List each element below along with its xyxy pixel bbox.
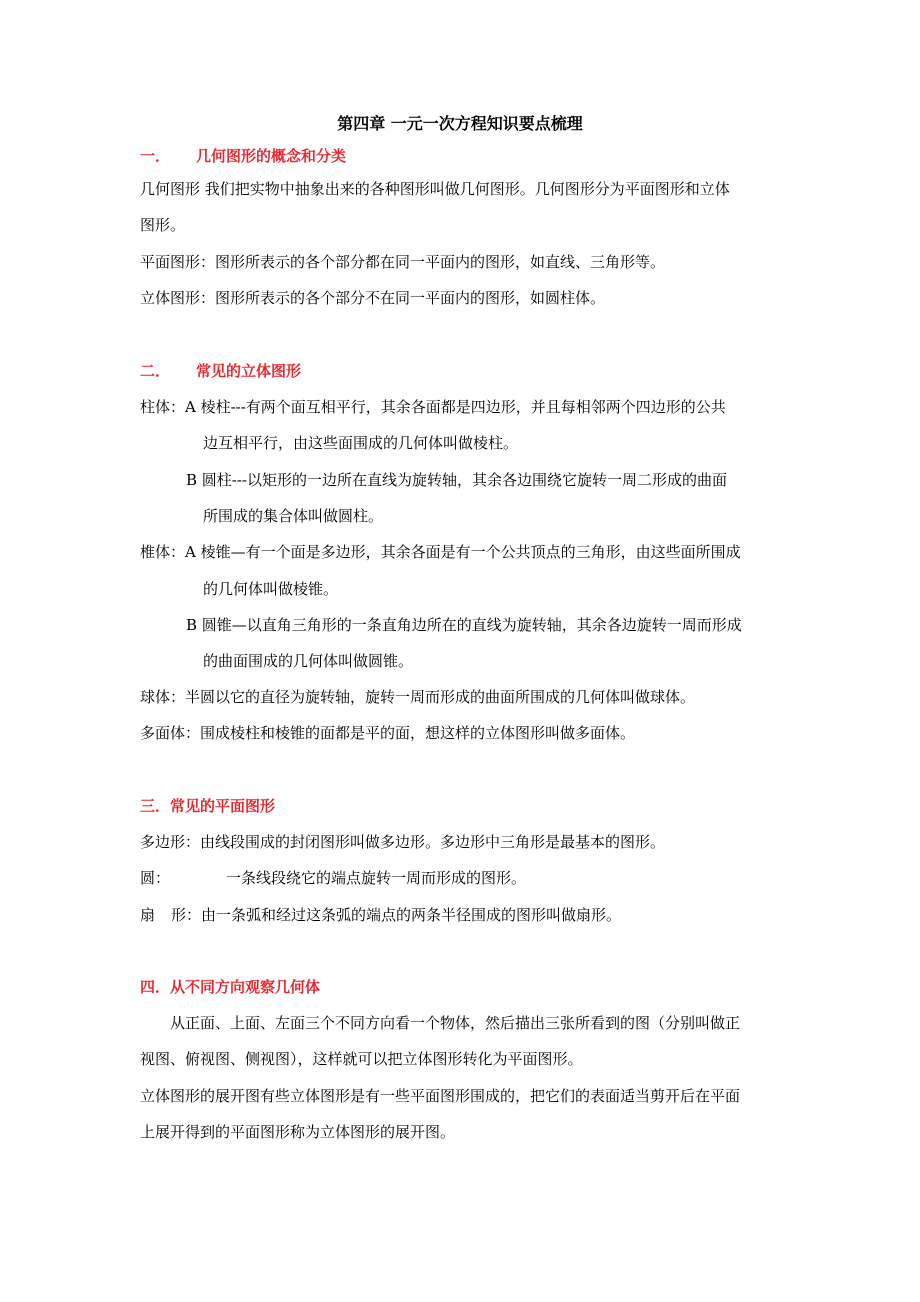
paragraph-line: 所围成的集合体叫做圆柱。: [203, 507, 384, 525]
paragraph-line: B 圆锥—以直角三角形的一条直角边所在的直线为旋转轴，其余各边旋转一周而形成: [186, 616, 742, 634]
term-label: 圆：: [140, 869, 171, 887]
paragraph-line: 立体图形：图形所表示的各个部分不在同一平面内的图形，如圆柱体。: [140, 289, 606, 307]
paragraph-line: 球体：半圆以它的直径为旋转轴，旋转一周而形成的曲面所围成的几何体叫做球体。: [140, 688, 696, 706]
paragraph-line: 的曲面围成的几何体叫做圆锥。: [203, 652, 414, 670]
section-1-title: 几何图形的概念和分类: [196, 147, 347, 165]
section-2-title: 常见的立体图形: [196, 362, 302, 380]
section-3-heading: 三．常见的平面图形: [140, 797, 276, 815]
paragraph-line: 上展开得到的平面图形称为立体图形的展开图。: [140, 1123, 456, 1141]
paragraph-line: [140, 867, 526, 889]
section-2-number: 二．: [140, 362, 171, 380]
paragraph-line: 从正面、上面、左面三个不同方向看一个物体，然后描出三张所看到的图（分别叫做正: [170, 1014, 741, 1032]
section-2-heading: [140, 360, 301, 382]
paragraph-line: B 圆柱---以矩形的一边所在直线为旋转轴，其余各边围绕它旋转一周二形成的曲面: [186, 471, 727, 489]
paragraph-line: 视图、俯视图、侧视图），这样就可以把立体图形转化为平面图形。: [140, 1050, 583, 1068]
section-1-number: 一．: [140, 147, 171, 165]
document-title: 第四章 一元一次方程知识要点梳理: [337, 114, 583, 133]
section-4-heading: 四．从不同方向观察几何体: [140, 978, 321, 996]
paragraph-line: [140, 904, 621, 926]
paragraph-line: 的几何体叫做棱锥。: [203, 580, 339, 598]
paragraph-line: 几何图形 我们把实物中抽象出来的各种图形叫做几何图形。几何图形分为平面图形和立体: [140, 180, 730, 198]
paragraph-line: 柱体：A 棱柱---有两个面互相平行，其余各面都是四边形，并且每相邻两个四边形的公共: [140, 398, 726, 416]
term-label: 扇: [140, 906, 156, 924]
paragraph-line: 图形。: [140, 216, 186, 234]
term-definition: 一条线段绕它的端点旋转一周而形成的图形。: [226, 869, 527, 887]
paragraph-line: 多边形：由线段围成的封闭图形叫做多边形。多边形中三角形是最基本的图形。: [140, 833, 666, 851]
section-1-heading: [140, 145, 346, 167]
paragraph-line: 边互相平行，由这些面围成的几何体叫做棱柱。: [203, 434, 519, 452]
paragraph-line: 立体图形的展开图有些立体图形是有一些平面图形围成的，把它们的表面适当剪开后在平面: [140, 1087, 741, 1105]
paragraph-line: 平面图形：图形所表示的各个部分都在同一平面内的图形，如直线、三角形等。: [140, 253, 666, 271]
term-definition: 形：由一条弧和经过这条弧的端点的两条半径围成的图形叫做扇形。: [171, 906, 622, 924]
paragraph-line: 多面体：围成棱柱和棱锥的面都是平的面，想这样的立体图形叫做多面体。: [140, 724, 636, 742]
paragraph-line: 椎体：A 棱锥—有一个面是多边形，其余各面是有一个公共顶点的三角形，由这些面所围成: [140, 543, 741, 561]
